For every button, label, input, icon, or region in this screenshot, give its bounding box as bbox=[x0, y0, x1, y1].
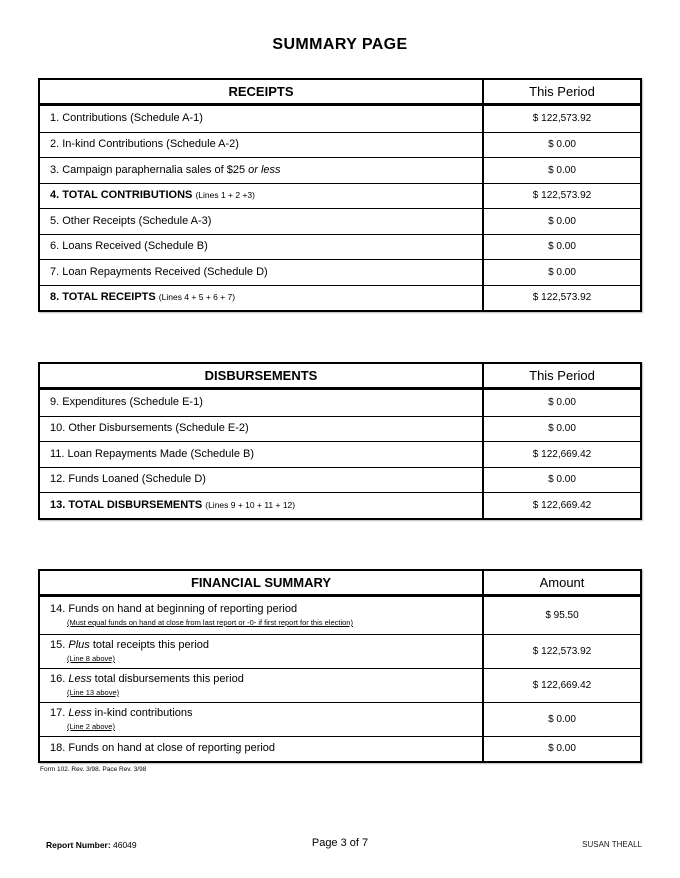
table-row bbox=[40, 208, 640, 234]
row-label-part: 13. TOTAL DISBURSEMENTS bbox=[50, 498, 206, 511]
row-label-part: 12. Funds Loaned (Schedule D) bbox=[50, 473, 206, 486]
row-value: $ 0.00 bbox=[548, 397, 576, 409]
row-value: $ 95.50 bbox=[545, 609, 579, 621]
row-value: $ 0.00 bbox=[548, 241, 576, 253]
row-note: (Must equal funds on hand at close from last report or -0- if first report for this election) bbox=[67, 618, 353, 627]
row-label-part: 18. Funds on hand at close of reporting period bbox=[50, 742, 276, 755]
receipts-table bbox=[38, 78, 642, 312]
row-label-part: Less bbox=[68, 673, 92, 685]
table-row bbox=[40, 597, 640, 634]
row-label bbox=[50, 422, 474, 435]
table-header-row bbox=[40, 571, 640, 597]
row-label bbox=[50, 603, 474, 616]
row-value: $ 0.00 bbox=[548, 215, 576, 227]
row-value: $ 122,669.42 bbox=[532, 448, 592, 460]
row-label-part: 6. Loans Received (Schedule B) bbox=[50, 240, 208, 253]
value-column-header: Amount bbox=[539, 574, 585, 590]
disbursements-table bbox=[38, 362, 642, 520]
row-note: (Line 2 above) bbox=[67, 722, 115, 731]
row-label-cell bbox=[40, 286, 484, 311]
row-label-part: 4. TOTAL CONTRIBUTIONS bbox=[50, 189, 196, 202]
row-label-part: in-kind contributions bbox=[91, 707, 193, 719]
filer-name: SUSAN THEALL bbox=[582, 840, 642, 849]
row-value: $ 0.00 bbox=[548, 139, 576, 151]
row-label bbox=[50, 266, 474, 279]
row-label-part: total receipts this period bbox=[89, 639, 209, 651]
row-value: $ 0.00 bbox=[548, 266, 576, 278]
table-row bbox=[40, 390, 640, 416]
row-value: $ 0.00 bbox=[548, 423, 576, 435]
row-label bbox=[50, 189, 474, 202]
row-label-cell bbox=[40, 417, 484, 442]
row-label-cell bbox=[40, 106, 484, 132]
row-label-cell bbox=[40, 597, 484, 634]
page-indicator: Page 3 of 7 bbox=[311, 837, 369, 849]
row-label-cell bbox=[40, 158, 484, 183]
row-label-cell bbox=[40, 184, 484, 209]
row-label-cell bbox=[40, 133, 484, 158]
table-row bbox=[40, 467, 640, 493]
row-label-part: 7. Loan Repayments Received (Schedule D) bbox=[50, 265, 268, 278]
table-row bbox=[40, 492, 640, 518]
row-label-part: or less bbox=[248, 163, 281, 176]
row-label bbox=[50, 396, 474, 409]
table-row bbox=[40, 285, 640, 311]
row-label bbox=[50, 499, 474, 512]
table-row bbox=[40, 157, 640, 183]
row-label-part: 14. Funds on hand at beginning of reporting period bbox=[50, 603, 298, 615]
row-value: $ 0.00 bbox=[548, 474, 576, 486]
row-label-part: (Lines 4 + 5 + 6 + 7) bbox=[158, 292, 236, 303]
row-value: $ 122,669.42 bbox=[532, 499, 592, 511]
row-label-part: 8. TOTAL RECEIPTS bbox=[50, 291, 159, 304]
row-label-cell bbox=[40, 235, 484, 260]
page-footer bbox=[0, 836, 680, 854]
value-column-header: This Period bbox=[529, 368, 595, 383]
row-label bbox=[50, 112, 474, 125]
row-value: $ 122,573.92 bbox=[532, 645, 592, 657]
financial-summary-table bbox=[38, 569, 642, 764]
row-label-part: 10. Other Disbursements (Schedule E-2) bbox=[50, 422, 249, 435]
table-header-row bbox=[40, 364, 640, 390]
row-label-part: Less bbox=[68, 707, 92, 719]
section-title: RECEIPTS bbox=[40, 80, 484, 103]
row-label-part: 11. Loan Repayments Made (Schedule B) bbox=[50, 447, 255, 460]
row-label bbox=[50, 138, 474, 151]
row-label bbox=[50, 291, 474, 304]
row-note: (Line 13 above) bbox=[67, 688, 120, 697]
row-label-part: 3. Campaign paraphernalia sales of $25 bbox=[50, 163, 249, 176]
table-row bbox=[40, 702, 640, 736]
row-label-part: (Lines 1 + 2 +3) bbox=[195, 190, 255, 201]
row-value: $ 122,573.92 bbox=[532, 113, 592, 125]
report-number-label: Report Number: bbox=[46, 840, 111, 850]
row-label-cell bbox=[40, 635, 484, 668]
row-label bbox=[50, 639, 474, 652]
page-title: SUMMARY PAGE bbox=[272, 36, 408, 53]
row-label-cell bbox=[40, 390, 484, 416]
row-label-cell bbox=[40, 703, 484, 736]
row-label-part: Plus bbox=[68, 639, 90, 651]
form-revision-note: Form 102. Rev. 3/98. Pace Rev. 3/98 bbox=[40, 766, 147, 773]
row-value: $ 0.00 bbox=[548, 743, 576, 755]
row-label bbox=[50, 215, 474, 228]
row-label-cell bbox=[40, 468, 484, 493]
table-row bbox=[40, 106, 640, 132]
row-label-part: (Lines 9 + 10 + 11 + 12) bbox=[205, 499, 296, 510]
row-label-part: total disbursements this period bbox=[91, 673, 244, 685]
row-label bbox=[50, 240, 474, 253]
row-value: $ 122,573.92 bbox=[532, 190, 592, 202]
row-note: (Line 8 above) bbox=[67, 654, 115, 663]
section-title: FINANCIAL SUMMARY bbox=[40, 571, 484, 594]
section-title: DISBURSEMENTS bbox=[40, 364, 484, 387]
row-label bbox=[50, 742, 474, 755]
row-value: $ 122,573.92 bbox=[532, 292, 592, 304]
table-row bbox=[40, 736, 640, 762]
row-label-cell bbox=[40, 260, 484, 285]
table-row bbox=[40, 132, 640, 158]
row-label-cell bbox=[40, 669, 484, 702]
row-value: $ 0.00 bbox=[548, 713, 576, 725]
table-row bbox=[40, 441, 640, 467]
table-row bbox=[40, 183, 640, 209]
table-row bbox=[40, 234, 640, 260]
row-label bbox=[50, 448, 474, 461]
value-column-header: This Period bbox=[529, 84, 595, 99]
row-label-cell bbox=[40, 442, 484, 467]
row-label-cell bbox=[40, 209, 484, 234]
row-label-part: 5. Other Receipts (Schedule A-3) bbox=[50, 214, 212, 227]
table-row bbox=[40, 668, 640, 702]
row-value: $ 122,669.42 bbox=[532, 679, 592, 691]
report-number-value: 46049 bbox=[113, 840, 137, 850]
row-label bbox=[50, 164, 474, 177]
row-label-cell bbox=[40, 493, 484, 518]
table-row bbox=[40, 259, 640, 285]
row-label bbox=[50, 673, 474, 686]
table-row bbox=[40, 416, 640, 442]
row-label-part: 15. bbox=[50, 639, 69, 651]
row-label-part: 17. bbox=[50, 707, 69, 719]
row-label-part: 16. bbox=[50, 673, 69, 685]
row-value: $ 0.00 bbox=[548, 164, 576, 176]
table-header-row bbox=[40, 80, 640, 106]
row-label-part: 1. Contributions (Schedule A-1) bbox=[50, 112, 203, 125]
row-label-cell bbox=[40, 737, 484, 762]
row-label bbox=[50, 707, 474, 720]
row-label-part: 9. Expenditures (Schedule E-1) bbox=[50, 396, 203, 409]
row-label-part: 2. In-kind Contributions (Schedule A-2) bbox=[50, 138, 239, 151]
table-row bbox=[40, 634, 640, 668]
row-label bbox=[50, 473, 474, 486]
